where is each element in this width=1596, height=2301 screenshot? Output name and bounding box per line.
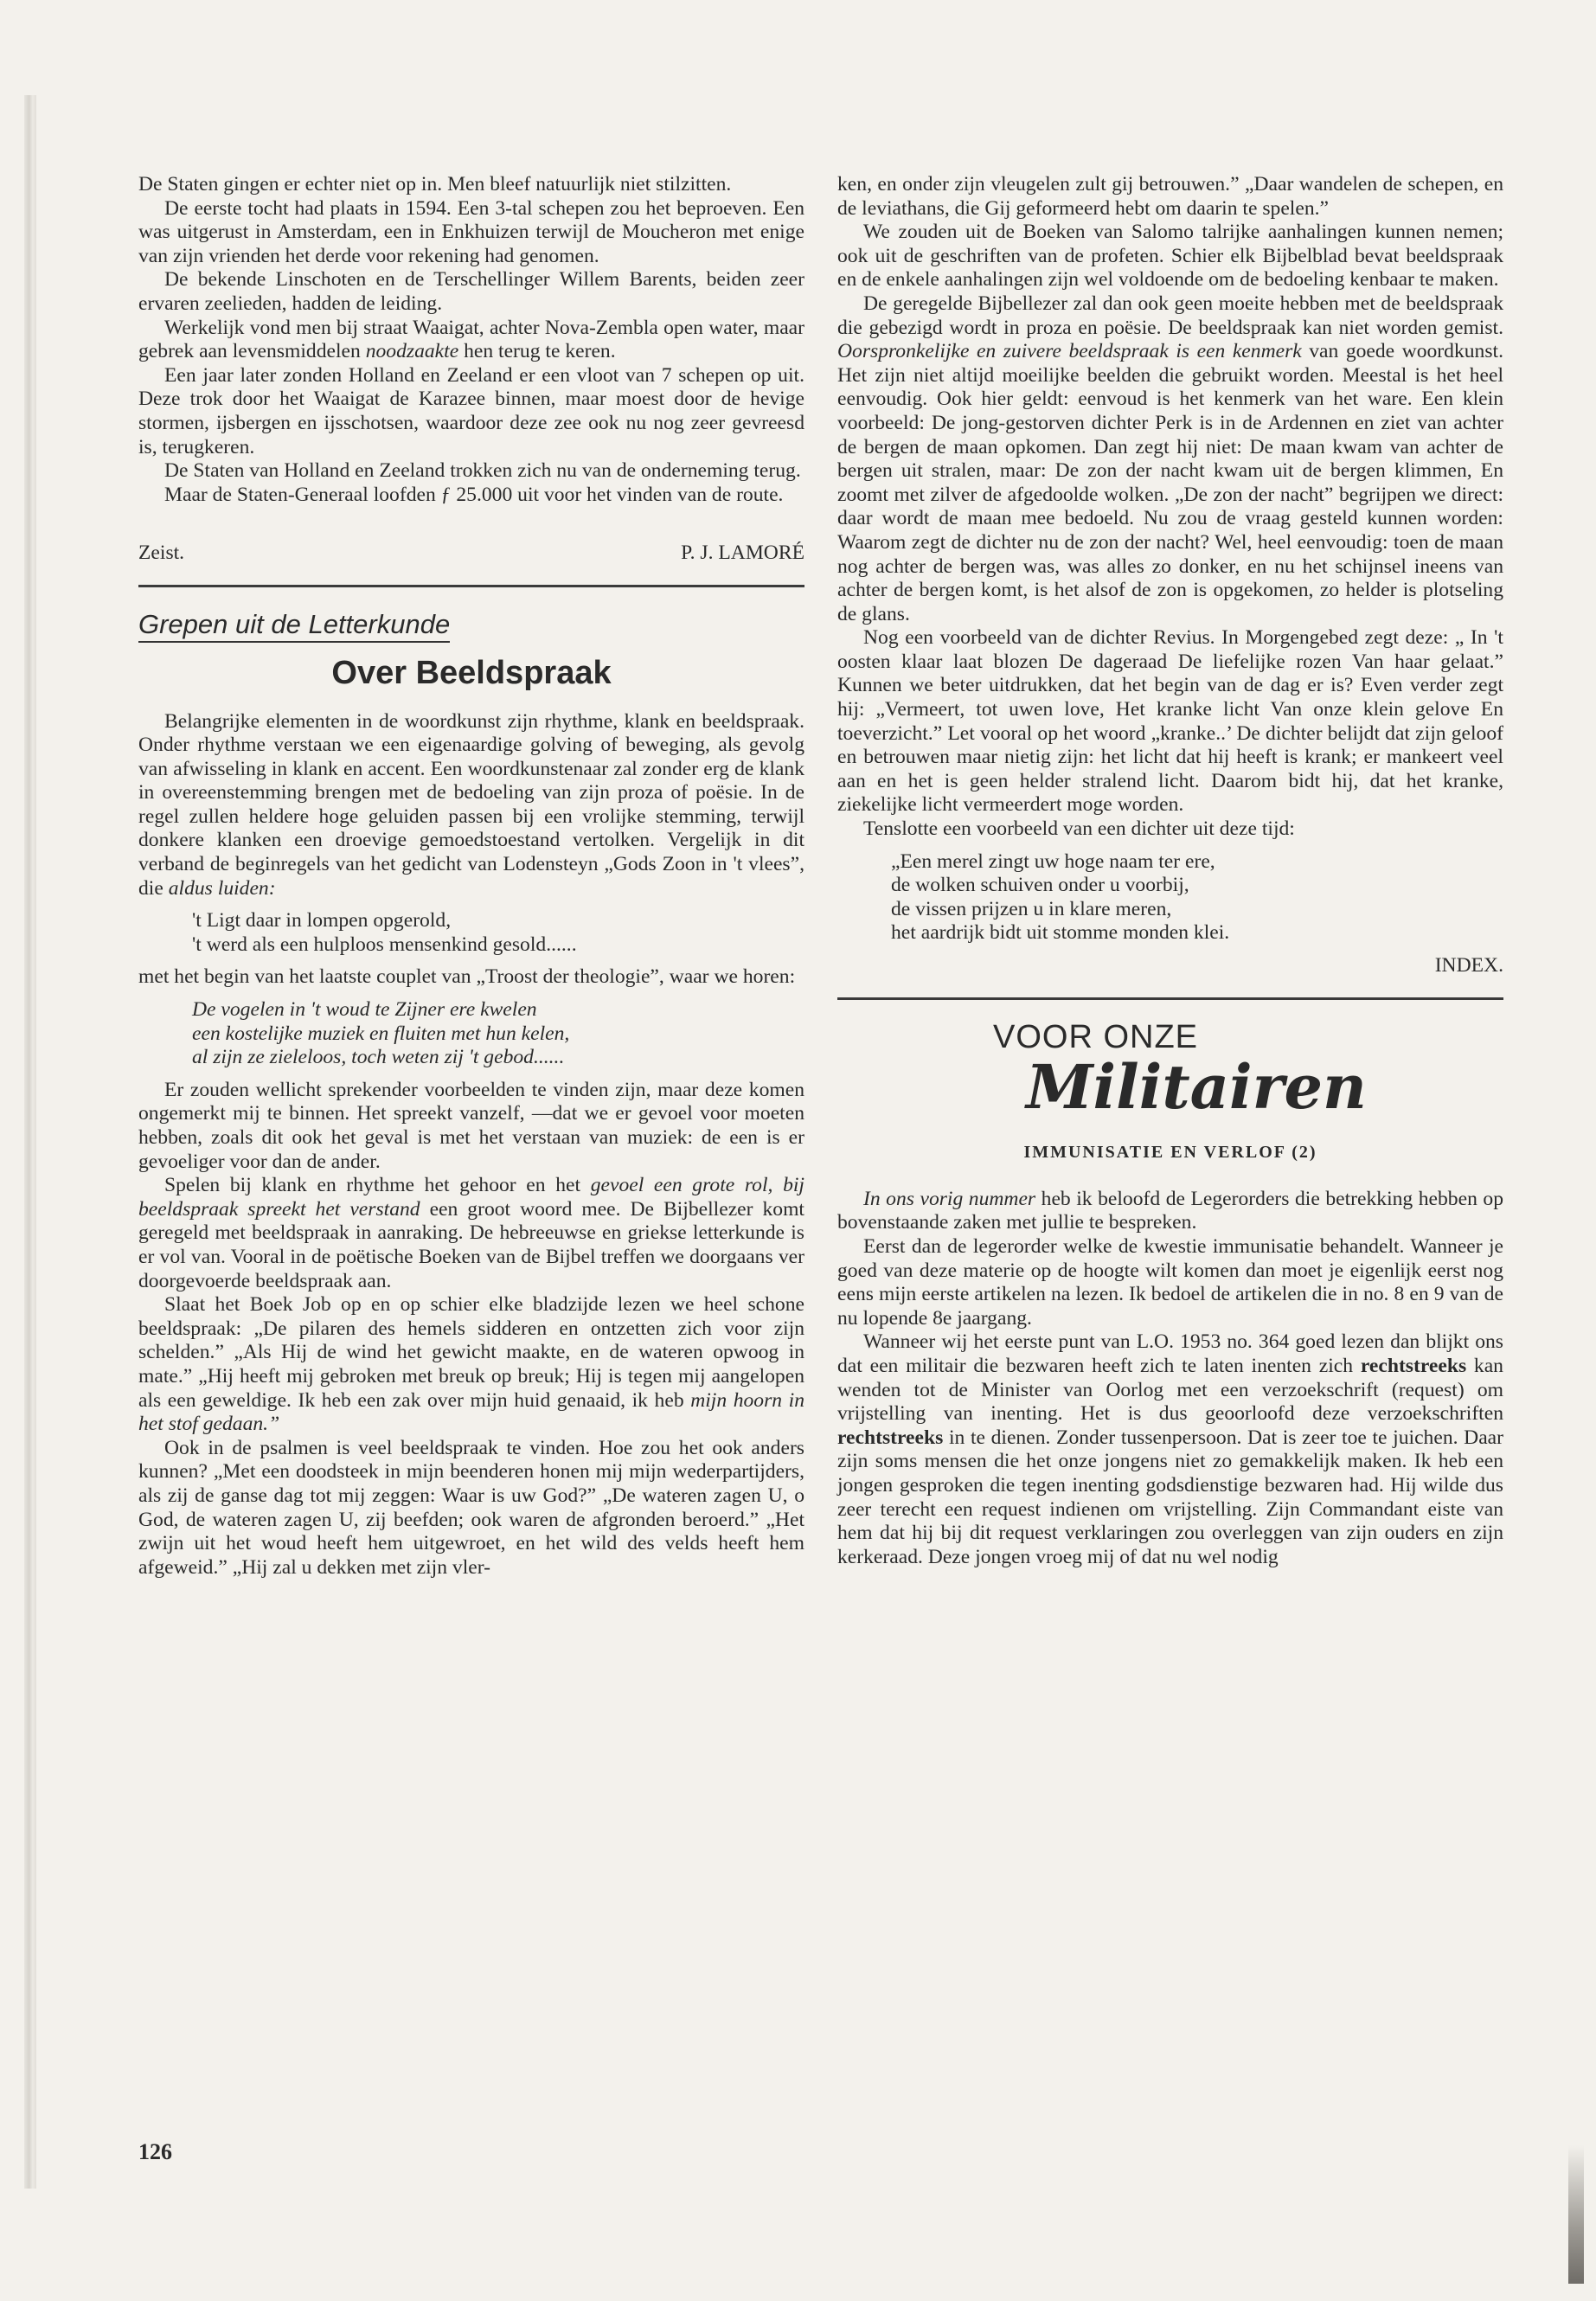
signature-place: Zeist.: [138, 542, 185, 565]
paragraph: [138, 1293, 804, 1437]
signature-row: [138, 542, 804, 566]
poem-line: al zijn ze zieleloos, toch weten zij 't gebod......: [192, 1046, 565, 1069]
text-run: een groot woord mee. De Bijbellezer komt geregeld met beeldspraak in aanraking. De hebreeuwse en griekse letterkunde is er vol van. Vooral in de poëtische Boeken van de Bijbel treffen we doorgaans ver doorgevoerde beeldspraak aan.: [138, 1197, 804, 1292]
italic-run: gevoel een grote rol, bij beeldspraak spreekt het verstand: [138, 1174, 804, 1221]
text-run: Werkelijk vond men bij straat Waaigat, achter Nova-Zembla open water, maar gebrek aan levensmiddelen: [138, 316, 804, 363]
text-run: Wanneer wij het eerste punt van L.O. 1953 no. 364 goed lezen dan blijkt ons dat een militair die bezwaren heeft zich te laten inenten zich: [837, 1330, 1503, 1377]
paragraph: [138, 1174, 804, 1293]
poem-quote: [192, 998, 804, 1070]
italic-run: noodzaakte: [365, 340, 459, 363]
paragraph: De eerste tocht had plaats in 1594. Een 3-tal schepen zou het beproeven. Een was uitgerust in Amsterdam, een in Enkhuizen terwijl de Moucheron met enige van zijn vrienden het derde voor rekening had genomen.: [138, 196, 804, 267]
paragraph: De bekende Linschoten en de Terschellinger Willem Barents, beiden zeer ervaren zeelieden, hadden de leiding.: [138, 268, 804, 315]
section-divider: [138, 585, 804, 587]
paragraph: Tenslotte een voorbeeld van een dichter uit deze tijd:: [863, 817, 1295, 841]
text-run: De geregelde Bijbellezer zal dan ook geen moeite hebben met de beeldspraak die gebezigd wordt in proza en poësie. De beeldspraak kan niet worden gemist.: [837, 292, 1503, 339]
poem-quote: [192, 909, 804, 957]
text-run: heb ik beloofd de Legerorders die betrekking hebben op bovenstaande zaken met jullie te bespreken.: [837, 1187, 1503, 1234]
italic-run: In ons vorig nummer: [863, 1187, 1036, 1210]
column-kicker: VOOR ONZE: [993, 1018, 1199, 1055]
poem-line: de wolken schuiven onder u voorbij,: [891, 874, 1189, 897]
section-kicker: Grepen uit de Letterkunde: [138, 610, 450, 643]
paragraph: Een jaar later zonden Holland en Zeeland er een vloot van 7 schepen op uit. Deze trok door het Waaigat de Karazee binnen, maar moest door de hevige stormen, ijsbergen en ijsschotsen, waardoor deze zee ook nu nog zeer gevreesd is, terugkeren.: [138, 363, 804, 458]
text-run: kan wenden tot de Minister van Oorlog met een verzoekschrift (request) om vrijstelling van inenting. Het is dus geoorloofd deze verzoekschriften: [837, 1354, 1503, 1426]
bold-run: rechtstreeks: [1360, 1354, 1467, 1377]
poem-line: een kostelijke muziek en fluiten met hun kelen,: [192, 1022, 570, 1045]
paragraph: Maar de Staten-Generaal loofden ƒ 25.000 uit voor het vinden van de route.: [164, 483, 784, 506]
text-run: hen terug te keren.: [458, 340, 616, 363]
paragraph: De Staten van Holland en Zeeland trokken zich nu van de onderneming terug.: [164, 459, 801, 483]
poem-line: de vissen prijzen u in klare meren,: [891, 897, 1172, 920]
signature: INDEX.: [1434, 954, 1503, 977]
text-run: Spelen bij klank en rhythme het gehoor en het: [164, 1174, 591, 1197]
text-run: Belangrijke elementen in de woordkunst zijn rhythme, klank en beeldspraak. Onder rhythme verstaan we een eigenaardige golving of beweging, als gevolg van afwisseling in klank en accent. Een woordkunstenaar zal zonder erg de klank in overeenstemming brengen met de bedoeling van zijn proza of poësie. In de regel zullen heldere hoge geluiden passen bij een vrolijke stemming, terwijl donkere klanken een droevige gemoedstoestand vertolken. Vergelijk in dit verband de beginregels van het gedicht van Lodensteyn „Gods Zoon in 't vlees”, die: [138, 709, 804, 900]
paragraph: [138, 317, 804, 364]
article-subhead: IMMUNISATIE EN VERLOF (2): [1023, 1143, 1317, 1163]
paragraph: Er zouden wellicht sprekender voorbeelden te vinden zijn, maar deze komen ongemerkt mij te binnen. Het spreekt vanzelf, —dat we er gevoel voor moeten hebben, zoals dit ook het geval is met het verstaan van muziek: de een is er gevoeliger voor dan de ander.: [138, 1078, 804, 1173]
left-column: [138, 173, 804, 1580]
italic-run: aldus luiden:: [168, 876, 276, 900]
section-divider: [837, 997, 1503, 1000]
paragraph: Nog een voorbeeld van de dichter Revius. In Morgengebed zegt deze: „ In 't oosten klaar laat blozen De dageraad De liefelijke rozen Van haar gelaat.” Kunnen we beter uitdrukken, dat het begin van de dag er is? Even verder zegt hij: „Vermeert, tot uwen love, Het kranke licht Van onze klein gelove En toeverzicht.” Let vooral op het woord „kranke..’ De dichter belijdt dat zijn geloof en betrouwen maar nietig zijn: het licht dat hij heeft is krank; er mankeert veel aan en het is geen helder stralend licht. Daarom bidt hij, dat het kranke, ziekelijke licht vermeerdert moge worden.: [837, 626, 1503, 817]
column-title: Militairen: [1026, 1051, 1367, 1124]
paragraph: [837, 292, 1503, 626]
page-number: 126: [138, 2139, 172, 2164]
poem-line: De vogelen in 't woud te Zijner ere kwelen: [192, 998, 537, 1022]
paragraph: [837, 1188, 1503, 1235]
right-column: [837, 173, 1503, 1569]
signature-author: P. J. LAMORÉ: [681, 542, 804, 565]
bold-run: rechtstreeks: [837, 1426, 944, 1449]
italic-run: mijn hoorn in het stof gedaan.”: [138, 1388, 804, 1436]
italic-run: Oorspronkelijke en zuivere beeldspraak is een kenmerk: [837, 340, 1302, 363]
page-corner-shadow: [1568, 2145, 1584, 2284]
paragraph: Ook in de psalmen is veel beeldspraak te vinden. Hoe zou het ook anders kunnen? „Met een doodsteek in mijn beenderen honen mij mijn wederpartijders, als zij de ganse dag tot mij zeggen: Waar is uw God?” „De wateren zagen U, o God, de wateren zagen U, zij beefden; ook waren de afgronden beroerd.” „Het zwijn uit het woud heeft hem uitgewroet, en het wild des velds heeft hem afgeweid.” „Hij zal u dekken met zijn vler-: [138, 1436, 804, 1579]
paragraph: We zouden uit de Boeken van Salomo talrijke aanhalingen kunnen nemen; ook uit de geschriften van de profeten. Schier elk Bijbelblad bevat beeldspraak en de enkele aanhalingen zijn wel voldoende om de bedoeling kenbaar te maken.: [837, 221, 1503, 292]
paragraph: Eerst dan de legerorder welke de kwestie immunisatie behandelt. Wanneer je goed van deze materie op de hoogte wilt komen dan moet je eigenlijk eerst nog eens mijn eerste artikelen na lezen. Ik bedoel de artikelen die in no. 8 en 9 van de nu lopende 8e jaargang.: [837, 1234, 1503, 1330]
text-run: Slaat het Boek Job op en op schier elke bladzijde lezen we heel schone beeldspraak: „De pilaren des hemels sidderen en ontzetten zich voor zijn schelden.” „Als Hij de wind het gewicht maakte, en de wateren opwoog in mate.” „Hij heeft mij gebroken met breuk op breuk; Hij is tegen mij aangelopen als een geweldige. Ik heb een zak over mijn huid genaaid, ik heb: [138, 1293, 804, 1412]
paragraph: [138, 710, 804, 901]
paragraph: [837, 1330, 1503, 1569]
paragraph: De Staten gingen er echter niet op in. Men bleef natuurlijk niet stilzitten.: [138, 173, 732, 195]
poem-line: „Een merel zingt uw hoge naam ter ere,: [891, 849, 1215, 873]
paragraph: ken, en onder zijn vleugelen zult gij betrouwen.” „Daar wandelen de schepen, en de leviathans, die Gij geformeerd hebt om daarin te spelen.”: [837, 173, 1503, 220]
text-run: in te dienen. Zonder tussenpersoon. Dat is zeer toe te juichen. Daar zijn soms mensen die het onze jongens niet zo gemakkelijk maken. Ik heb een jongen gesproken die tegen inenting godsdienstige bezwaren had. Hij wilde dus zeer terecht een request indienen om vrijstelling. Zijn Commandant eiste van hem dat hij bij dit request verklaringen zou overleggen van zijn ouders en zijn kerkeraad. Deze jongen vroeg mij of dat nu wel nodig: [837, 1426, 1503, 1568]
poem-line: 't Ligt daar in lompen opgerold,: [192, 909, 452, 933]
text-run: van goede woordkunst. Het zijn niet altijd moeilijke beelden die gebruikt worden. Meestal is het heel eenvoudig. Ook hier geldt: eenvoud is het kenmerk van het ware. Een klein voorbeeld: De jong-gestorven dichter Perk is in de Ardennen en ziet van achter de bergen de maan opkomen. Dan zegt hij niet: De maan kwam van achter de bergen uit stralen, maar: De zon der nacht kwam uit de bergen klimmen, En zoomt met zilver de afgedoolde wolken. „De zon der nacht” begrijpen we direct: daar wordt de maan mee bedoeld. Nu zou de vraag gesteld kunnen worden: Waarom zegt de dichter nu de zon der nacht? Wel, heel eenvoudig: toen de maan nog achter de bergen was, was alles zo donker, en nu het schijnsel ineens van achter de bergen komt, is het alsof de zon is opgekomen, zo helder is plotseling de glans.: [837, 340, 1503, 625]
poem-line: 't werd als een hulploos mensenkind gesold......: [192, 933, 577, 956]
poem-quote: [891, 850, 1503, 945]
poem-line: het aardrijk bidt uit stomme monden klei.: [891, 921, 1230, 945]
article-title: Over Beeldspraak: [331, 654, 612, 691]
paragraph: met het begin van het laatste couplet van „Troost der theologie”, waar we horen:: [138, 965, 796, 989]
page-edge-shadow: [24, 95, 36, 2189]
